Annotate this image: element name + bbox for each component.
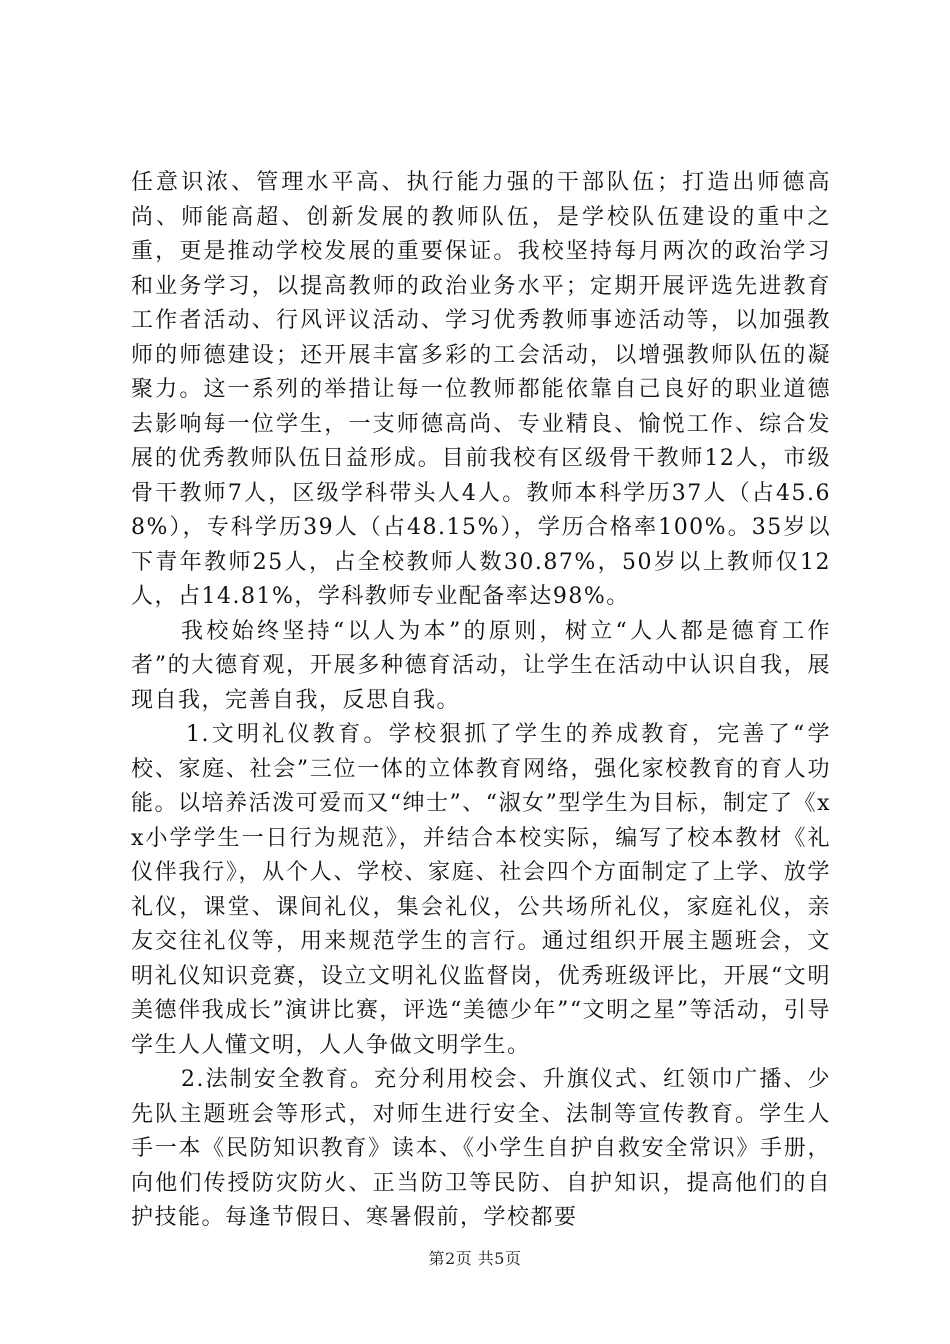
document-body (131, 166, 831, 1236)
paragraph-moral-education: 我校始终坚持“以人为本”的原则，树立“人人都是德育工作者”的大德育观，开展多种德育活动，让学生在活动中认识自我，展现自我，完善自我，反思自我。 (131, 618, 831, 713)
paragraph-teacher-team: 任意识浓、管理水平高、执行能力强的干部队伍；打造出师德高尚、师能高超、创新发展的教师队伍，是学校队伍建设的重中之重，更是推动学校发展的重要保证。我校坚持每月两次的政治学习和业务学习，以提高教师的政治业务水平；定期开展评选先进教育工作者活动、行风评议活动、学习优秀教师事迹活动等，以加强教师的师德建设；还开展丰富多彩的工会活动，以增强教师队伍的凝聚力。这一系列的举措让每一位教师都能依靠自己良好的职业道德去影响每一位学生，一支师德高尚、专业精良、愉悦工作、综合发展的优秀教师队伍日益形成。目前我校有区级骨干教师12人，市级骨干教师7人，区级学科带头人4人。教师本科学历37人（占45.68%），专科学历39人（占48.15%），学历合格率100%。35岁以下青年教师25人，占全校教师人数30.87%，50岁以上教师仅12人，占14.81%，学科教师专业配备率达98%。 (131, 170, 831, 609)
page-footer: 第2页 共5页 (428, 1249, 522, 1268)
paragraph-etiquette-education: 1.文明礼仪教育。学校狠抓了学生的养成教育，完善了“学校、家庭、社会”三位一体的立体教育网络，强化家校教育的育人功能。以培养活泼可爱而又“绅士”、“淑女”型学生为目标，制定了《xx小学学生一日行为规范》，并结合本校实际，编写了校本教材《礼仪伴我行》，从个人、学校、家庭、社会四个方面制定了上学、放学礼仪，课堂、课间礼仪，集会礼仪，公共场所礼仪，家庭礼仪，亲友交往礼仪等，用来规范学生的言行。通过组织开展主题班会，文明礼仪知识竞赛，设立文明礼仪监督岗，优秀班级评比，开展“文明美德伴我成长”演讲比赛，评选“美德少年”“文明之星”等活动，引导学生人人懂文明，人人争做文明学生。 (131, 722, 831, 1058)
paragraph-legal-safety-education: 2.法制安全教育。充分利用校会、升旗仪式、红领巾广播、少先队主题班会等形式，对师生进行安全、法制等宣传教育。学生人手一本《民防知识教育》读本、《小学生自护自救安全常识》手册，向他们传授防灾防火、正当防卫等民防、自护知识，提高他们的自护技能。每逢节假日、寒暑假前，学校都要 (131, 1067, 831, 1230)
